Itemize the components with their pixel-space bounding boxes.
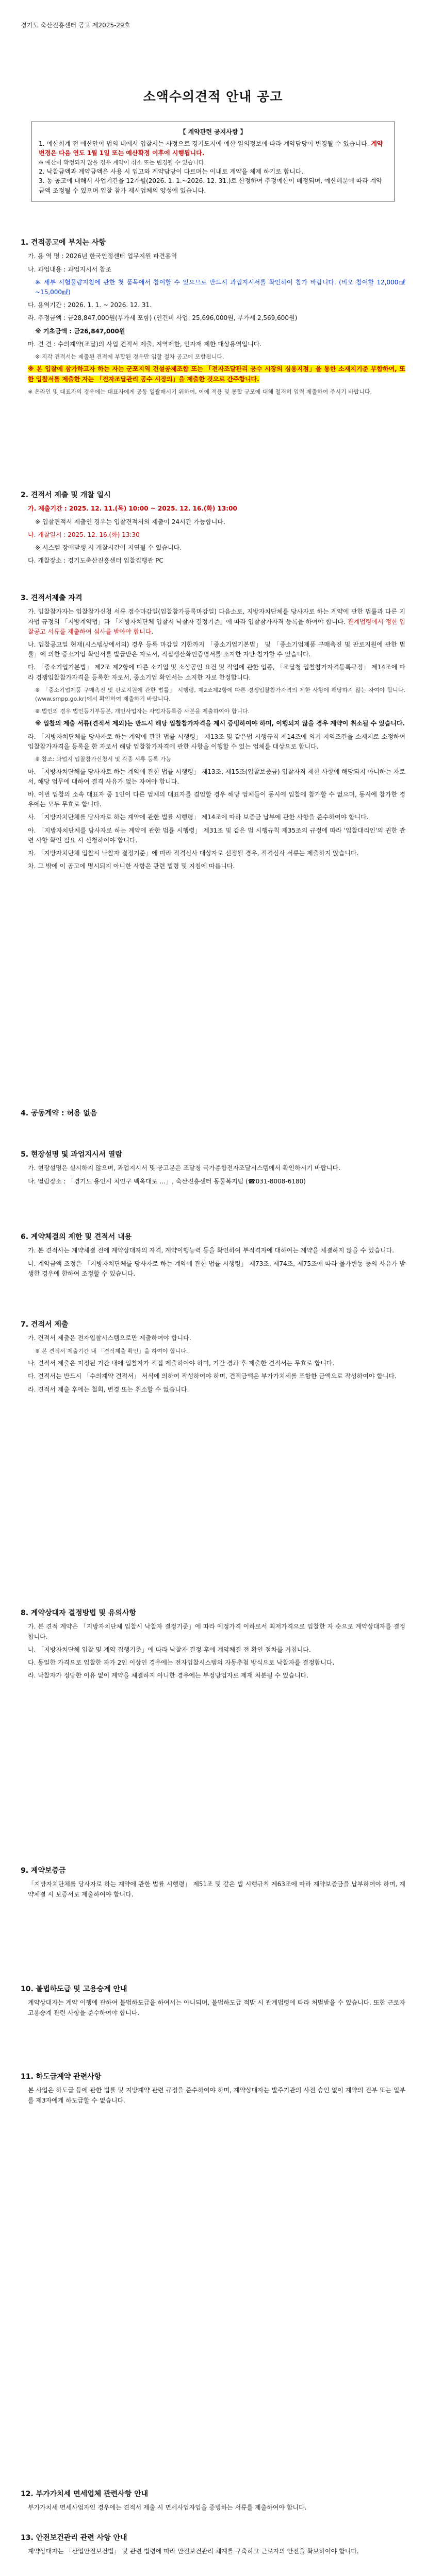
text: 가. 제출기간 : 2025. 12. 11.(목) 10:00 ~ 2025. 12. 16.(화) 13:00 bbox=[28, 505, 237, 513]
text: 가. 용 역 명 : 2026년 한국인정센터 업무지원 파견용역 bbox=[28, 252, 177, 260]
section-heading: 10. 불법하도급 및 고용승계 안내 bbox=[21, 1985, 127, 1993]
text: 다. 견적서는 반드시 「수의계약 견적서」 서식에 의하여 작성하여야 하며, 견적금액은 부가가치세를 포함한 금액으로 작성하여야 합니다. bbox=[28, 1372, 397, 1380]
text: 아. 「지방자치단체를 당사자로 하는 계약에 관한 법률 시행령」 제31조 및 같은 법 시행규칙 제35조의 규정에 따라 '입찰대리인'의 권한 관련 사항 확인 필요 시 신청하여야 합니다. bbox=[28, 826, 405, 844]
text: 나. 견적서 제출은 지정된 기간 내에 입찰자가 직접 제출하여야 하며, 기간 경과 후 제출한 견적서는 무효로 합니다. bbox=[28, 1360, 335, 1367]
text: 나. 계약금액 조정은 「지방자치단체를 당사자로 하는 계약에 관한 법률 시행령」 제73조, 제74조, 제75조에 따라 물가변동 등의 사유가 발생한 경우에 한하여 조정할 수 있습니다. bbox=[28, 1260, 405, 1277]
text: 나. 과업내용 : 과업지시서 참조 bbox=[28, 265, 112, 273]
text: 다. 동일한 가격으로 입찰한 자가 2인 이상인 경우에는 전자입찰시스템의 자동추첨 방식으로 낙찰자를 결정합니다. bbox=[28, 1658, 335, 1666]
notice-item: ※ 예산이 확정되지 않을 경우 계약이 취소 또는 변경될 수 있습니다. bbox=[39, 159, 206, 166]
section-heading: 9. 계약보증금 bbox=[21, 1867, 66, 1875]
text: ※ 본 견적서 제출기간 내 「견적제출 확인」을 하여야 합니다. bbox=[35, 1347, 188, 1354]
section-heading: 5. 현장설명 및 과업지시서 열람 bbox=[21, 1150, 122, 1159]
section-6 bbox=[21, 1231, 405, 1282]
section-11 bbox=[21, 2071, 405, 2109]
text: 차. 그 밖에 이 공고에 명시되지 아니한 사항은 관련 법령 및 지침에 따릅니다. bbox=[28, 862, 235, 870]
text: 나. 「지방자치단체 입찰 및 계약 집행기준」에 따라 낙찰자 결정 후에 계약체결 전 확인 절차를 거칩니다. bbox=[28, 1646, 311, 1653]
page-title: 소액수의견적 안내 공고 bbox=[143, 89, 283, 104]
section-heading: 12. 부가가치세 면세업체 관련사항 안내 bbox=[21, 2490, 149, 2498]
notice-box-title: 【 계약관련 공지사항 】 bbox=[179, 128, 247, 135]
text: ※ 지각 견적서는 제출된 견적에 부합된 경우만 입찰 절차 공고에 포함됩니다. bbox=[35, 353, 224, 360]
text: 「지방자치단체를 당사자로 하는 계약에 관한 법률 시행령」 제51조 및 같은 법 시행규칙 제63조에 따라 계약보증금을 납부하여야 하며, 계약체결 시 보증서로 제출하여야 합니다. bbox=[28, 1880, 405, 1898]
text: ※ 참조: 과업지 입찰참가신청서 및 각종 서류 등록 가능 bbox=[35, 756, 172, 763]
text: 계약상대자는 계약 이행에 관하여 불법하도급을 하여서는 아니되며, 불법하도급 적발 시 관계법령에 따라 처벌받을 수 있습니다. 또한 근로자 고용승계 관련 사항을 준수하여야 합니다. bbox=[28, 1999, 405, 2016]
notice-item: 3. 동 공고에 대해서 사업기간을 12개월(2026. 1. 1.~2026. 12. 31.)로 산정하여 추정예산이 배정되며, 예산배분에 따라 계약금액 조정될 수 있으며 입찰 참가 제시업체의 양성에 있습니다. bbox=[39, 177, 382, 195]
text: 계약상대자는 「산업안전보건법」 및 관련 법령에 따라 안전보건관리 체계를 구축하고 근로자의 안전을 확보하여야 합니다. bbox=[28, 2548, 359, 2555]
section-heading: 1. 견적공고에 부치는 사항 bbox=[21, 239, 106, 247]
section-heading: 13. 안전보건관리 관련 사항 안내 bbox=[21, 2534, 127, 2542]
text: ※ 입찰의 제출 서류(견적서 제외)는 반드시 해당 입찰참가자격을 제시 증빙하여야 하며, 이행되지 않을 경우 계약이 취소될 수 있습니다. bbox=[35, 720, 405, 727]
text: 가. 입찰참가자는 입찰참가신청 서류 접수마감일(입찰참가등록마감일) 다음소로, 지방자치단체를 당사자로 하는 계약에 관한 법률과 다른 지자법 규정의 「지방계약법」과 「지방자치단체 입찰시 낙찰자 결정기준」에 따라 입찰참가자격 등록을 하여야 합니다. 관계법령에서 정한 입찰공고 서류를 제출하여 심사를 받아야 합니다. bbox=[28, 608, 405, 635]
notice-item: 1. 예산회계 전 에산안이 법의 내에서 입찰서는 사정으로 경기도지에 예산 일의정보에 따라 계약담당이 변경될 수 있습니다. 계약변경은 다음 연도 1월 1일 또는 예산확정 이후에 시행됩니다. bbox=[39, 140, 383, 157]
section-3 bbox=[21, 592, 405, 874]
section-heading: 8. 계약상대자 결정방법 및 유의사항 bbox=[21, 1609, 136, 1617]
section-heading: 7. 견적서 제출 bbox=[21, 1320, 69, 1329]
notice-item: 2. 낙찰금액과 계약금액은 사용 시 입고와 계약담당이 다르며는 이내로 계약을 체제 하기로 합니다. bbox=[39, 167, 304, 175]
section-5 bbox=[21, 1149, 405, 1190]
section-7 bbox=[21, 1319, 405, 1398]
text: 본 사업은 하도급 등에 관한 법률 및 지방계약 관련 규정을 준수하여야 하며, 계약상대자는 발주기관의 사전 승인 없이 계약의 전부 또는 일부를 제3자에게 하도급할 수 없습니다. bbox=[28, 2087, 405, 2104]
text: 가. 본 견적 계약은 「지방자치단체 입찰시 낙찰자 결정기준」에 따라 예정가격 이하로서 최저가격으로 입찰한 자 순으로 계약상대자를 결정합니다. bbox=[28, 1623, 405, 1640]
section-1 bbox=[21, 237, 405, 399]
text: ※ 법인의 경우 법인등기부등본, 개인사업자는 사업자등록증 사본을 제출하여야 합니다. bbox=[35, 707, 250, 715]
text: 마. 「지방자치단체를 당사자로 하는 계약에 관한 법률 시행령」 제13조, 제15조(입찰보증금) 입찰자격 제한 사항에 해당되지 아니하는 자로서, 해당 업무에 대하여 결격 사유가 없는 자여야 합니다. bbox=[28, 768, 405, 785]
section-12 bbox=[21, 2488, 405, 2516]
text: ※ 온라인 및 대표자의 경우에는 대표자에게 공동 일괄매시기 위하여, 이에 적용 및 통합 규모에 대해 철저히 입력 제출하여 주시기 바랍니다. bbox=[28, 388, 372, 395]
text: 라. 「지방자치단체를 당사자로 하는 계약에 관한 법률 시행령」 제13조 및 같은법 시행규칙 제14조에 의거 지역조건을 소재지로 소정하여 입찰참가자격을 등록을 한 자로서 해당 입찰참가자격에 관한 사항을 이행할 수 있는 업체를 대상으로 합니다. bbox=[28, 733, 405, 750]
section-9 bbox=[21, 1865, 405, 1903]
text: ※ 세부 시험물량지침에 관한 첫 품목에서 참여할 수 있으므로 반드시 과업지시서를 확인하여 참가 바랍니다. (비오 참여할 12,000㎖~15,000㎖) bbox=[35, 278, 405, 296]
section-heading: 3. 견적서제출 자격 bbox=[21, 594, 83, 602]
section-4 bbox=[21, 1108, 405, 1122]
text: 라. 낙찰자가 정당한 이유 없이 계약을 체결하지 아니한 경우에는 부정당업자로 제재 처분될 수 있습니다. bbox=[28, 1672, 309, 1680]
section-heading: 6. 계약체결의 제한 및 견적서 내용 bbox=[21, 1233, 132, 1241]
section-heading: 4. 공동계약 : 허용 없음 bbox=[21, 1109, 97, 1117]
section-10 bbox=[21, 1984, 405, 2021]
text: ※ 기초금액 : 금26,847,000원 bbox=[35, 327, 125, 335]
text: 나. 개찰일시 : 2025. 12. 16.(화) 13:30 bbox=[28, 531, 140, 538]
text: ※ 「중소기업제품 구매촉진 및 판로지원에 관한 법률」 시행령, 제2조제2항에 따른 경쟁입찰참가자격의 제한 사항에 해당하지 않는 자여야 합니다. (www.smpp.go.kr)에서 확인하여 제출하기 바랍니다. bbox=[35, 686, 405, 703]
text: 가. 본 견적사는 계약체결 전에 계약상대자의 자격, 계약이행능력 등을 확인하여 부적격자에 대하여는 계약을 체결하지 않을 수 있습니다. bbox=[28, 1247, 395, 1255]
text: ※ 입찰견적서 제출인 경우는 입찰견적서의 제출이 24시간 가능합니다. bbox=[35, 518, 225, 526]
text: 부가가치세 면세사업자인 경우에는 견적서 제출 시 면세사업자임을 증빙하는 서류를 제출하여야 합니다. bbox=[28, 2504, 307, 2512]
text: 다. 개찰장소 : 경기도축산진흥센터 입찰집행관 PC bbox=[28, 557, 163, 565]
notice-box bbox=[31, 122, 395, 201]
text: 나. 열람장소 : 「경기도 용인시 처인구 백옥대로 …」, 축산진흥센터 동물복지팀 (☎031-8008-6180) bbox=[28, 1177, 306, 1185]
text: 가. 현장설명은 실시하지 않으며, 과업지시서 및 공고문은 조달청 국가종합전자조달시스템에서 확인하시기 바랍니다. bbox=[28, 1164, 341, 1172]
section-8 bbox=[21, 1607, 405, 1684]
text: 자. 「지방자치단체 입찰시 낙찰자 결정기준」에 따라 적격심사 대상자로 선정될 경우, 적격심사 서류는 제출하지 않습니다. bbox=[28, 849, 359, 857]
section-2 bbox=[21, 489, 405, 569]
text: 나. 입찰공고일 현재(시스템상에서의) 경우 등록 마감일 기한까지 「중소기업기본법」 및 「중소기업제품 구매촉진 및 판로지원에 관한 법률」에 의한 중소기업 확인서를 발급받은 자로서, 직접생산확인증명서를 소지한 자만 참가할 수 있습니다. bbox=[28, 640, 405, 658]
text: 다. 용역기간 : 2026. 1. 1. ~ 2026. 12. 31. bbox=[28, 301, 152, 309]
text: 라. 추정금액 : 금28,847,000원(부가세 포함) (인건비 사업: 25,696,000원, 부가세 2,569,600원) bbox=[28, 314, 298, 322]
notice-number: 경기도 축산진흥센터 공고 제2025-29호 bbox=[21, 22, 130, 29]
highlight-text: ※ 본 입찰에 참가하고자 하는 자는 군포지역 건설공제조합 또는 「전자조달관리 공수 시장의 심용지점」을 통한 소재지기준 부합하여, 또한 입찰서를 제출한 자는 「전자조달관리 공수 시장의」을 제출한 것으로 간주합니다. bbox=[28, 365, 405, 383]
text: 바. 이번 입찰의 소속 대표자 중 1인이 다른 업체의 대표자를 겸임할 경우 해당 업체들이 동시에 입찰에 참가할 수 없으며, 동시에 참가한 경우에는 모두 무효로 합니다. bbox=[28, 791, 405, 808]
text: 마. 견 견 : 수의계약(조달)의 사업 견적서 제출, 지역제한, 인자재 제한 대상용역입니다. bbox=[28, 340, 262, 348]
text: 다. 「중소기업기본법」 제2조 제2항에 따른 소기업 및 소상공인 요건 및 작업에 관한 업종, 「조달청 입찰참가자격등록규정」 제14조에 따라 경쟁입찰참가자격을 등록한 자로서, 중소기업 확인서는 소지한 자로 한정합니다. bbox=[28, 664, 405, 681]
text: ※ 시스템 장애발생 시 개찰시간이 지연될 수 있습니다. bbox=[35, 544, 182, 551]
section-heading: 2. 견적서 제출 및 개찰 일시 bbox=[21, 491, 111, 499]
text: 사. 「지방자치단체를 당사자로 하는 계약에 관한 법률 시행령」 제14조에 따라 보증금 납부에 관한 사항을 준수하여야 합니다. bbox=[28, 814, 369, 821]
section-13 bbox=[21, 2532, 405, 2560]
text: 가. 견적서 제출은 전자입찰시스템으로만 제출하여야 합니다. bbox=[28, 1334, 191, 1342]
text: 라. 견적서 제출 후에는 철회, 변경 또는 취소할 수 없습니다. bbox=[28, 1385, 189, 1393]
section-heading: 11. 하도급계약 관련사항 bbox=[21, 2073, 102, 2081]
